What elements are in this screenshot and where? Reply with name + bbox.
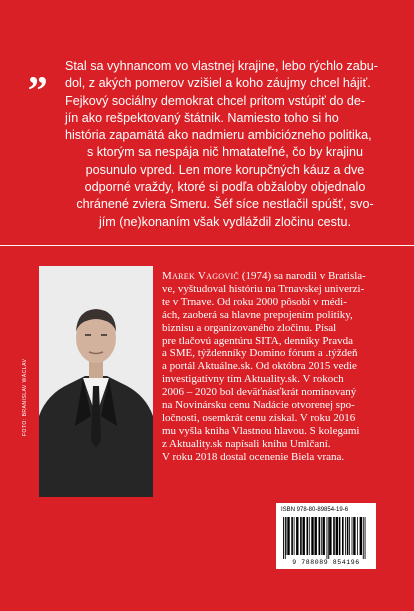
quotation-mark-icon: „ (28, 47, 44, 92)
bio-line: biznisu a organizovaného zločinu. Písal (162, 321, 337, 334)
bio-line: mu vyšla kniha Vlastnou hlavou. S kolegami (162, 424, 360, 437)
blurb-line: posunulo vpred. Len more korupčných káuz a dve (85, 162, 365, 177)
blurb-line: chránené zviera Smeru. Šéf síce nestlačil spúšť, svo- (76, 197, 374, 212)
author-bio (162, 270, 402, 464)
barcode-bars-icon (283, 517, 369, 559)
author-portrait-image (39, 266, 153, 497)
barcode-digits: 9 788089 854196 (292, 559, 360, 566)
bio-line: ve, vyštudoval históriu na Trnavskej univerzi- (162, 282, 365, 295)
blurb-line: Stal sa vyhnancom vo vlastnej krajine, lebo rýchlo zabu- (65, 59, 378, 73)
author-name: Marek Vagovič (162, 270, 240, 282)
blurb-line: jím (ne)konaním však vydláždil zločinu cestu. (99, 214, 351, 229)
bio-line (162, 270, 402, 283)
bio-line: a SME, týždenníky Domino fórum a .týždeň (162, 347, 358, 360)
bio-line: ločnosti, osemkrát cenu získal. V roku 2016 (162, 411, 356, 424)
bio-line: te v Trnave. Od roku 2000 pôsobí v médi- (162, 295, 347, 308)
blurb-line: jín ako rešpektovaný štátnik. Namiesto toho si ho (65, 110, 339, 125)
blurb-line: s ktorým sa nespája nič hmatateľné, čo by krajinu (87, 145, 363, 160)
blurb (65, 58, 385, 231)
bio-line: V roku 2018 dostal ocenenie Biela vrana. (162, 450, 345, 463)
author-photo (39, 266, 153, 497)
blurb-line: Fejkový sociálny demokrat chcel pritom vstúpiť do de- (65, 93, 366, 108)
bio-line: investigatívny tím Aktuality.sk. V rokoch (162, 373, 344, 386)
bio-line: a portál Aktuálne.sk. Od októbra 2015 vedie (162, 360, 357, 373)
photo-credit: FOTO: BRANISLAV WÁCLAV (22, 358, 28, 436)
isbn-label: ISBN 978-80-89854-19-6 (281, 507, 349, 513)
blurb-line: história zapamätá ako nadmieru ambiciózneho politika, (65, 128, 372, 143)
bio-line: na Novinársku cenu Nadácie otvorenej spo- (162, 399, 355, 412)
divider (0, 245, 414, 246)
bio-line-text: (1974) sa narodil v Bratisla- (239, 270, 366, 282)
blurb-line: odporné vraždy, ktoré si podľa obžaloby objednalo (84, 180, 366, 195)
isbn-barcode (276, 503, 376, 569)
bio-line: ách, zaoberá sa hlavne prepojením politiky, (162, 308, 353, 321)
bio-line: pre tlačovú agentúru SITA, denníky Pravda (162, 334, 353, 347)
bio-line: 2006 – 2020 bol deväťnásťkrát nominovaný (162, 386, 357, 399)
bio-line: z Aktuality.sk napísali knihu Umlčaní. (162, 437, 331, 450)
blurb-line: dol, z akých pomerov vzišiel a koho záujmy chcel hájiť. (65, 76, 371, 91)
